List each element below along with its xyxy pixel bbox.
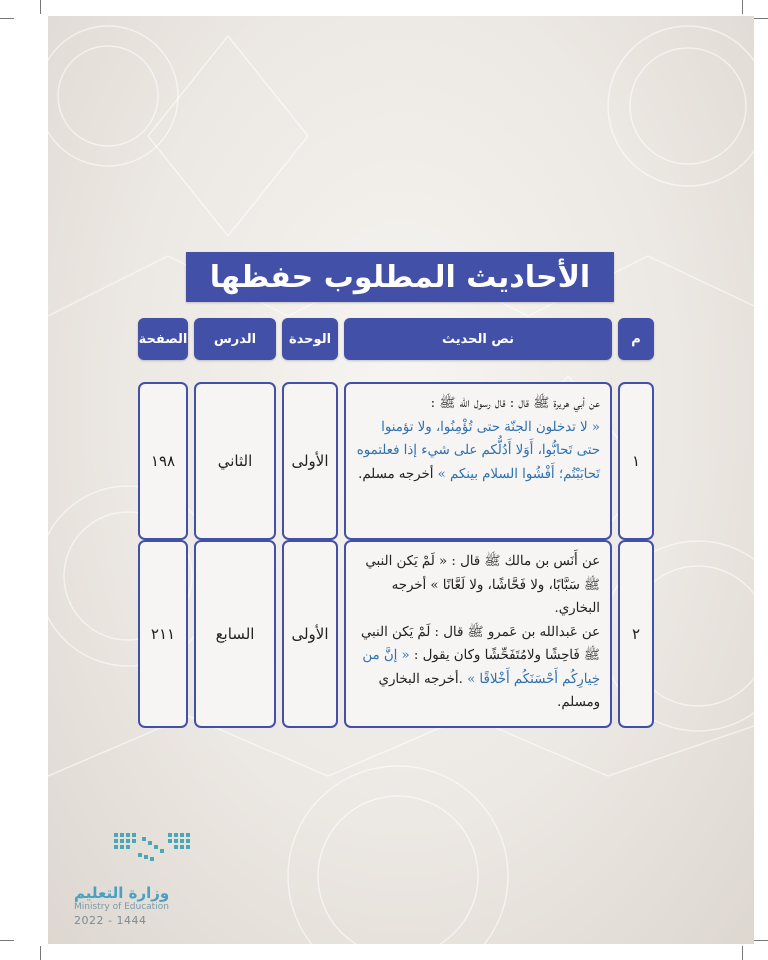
row1-outro: أخرجه مسلم. (358, 466, 434, 482)
row2-outro: .أخرجه البخاري ومسلم. (378, 671, 600, 710)
row2-hadith (344, 540, 612, 728)
header-page: الصفحة (138, 318, 188, 360)
row2-page: ٢١١ (138, 540, 188, 728)
row1-lesson: الثاني (194, 382, 276, 540)
edition-year: 2022 - 1444 (74, 914, 147, 927)
row2-unit: الأولى (282, 540, 338, 728)
ministry-logo-icon (114, 829, 204, 871)
row2-part2: عن عَبدالله بن عَمرو ﷺ قال : لَمْ يَكن النبي ﷺ فَاحِشًا ولامُتَفَحِّشًا وكان يقول : (360, 624, 600, 663)
row1-hadith (344, 382, 612, 540)
page (48, 16, 754, 944)
header-lesson: الدرس (194, 318, 276, 360)
row2-quote: « إنَّ من خِيارِكُم أَحْسَنَكُم أَخْلاقًا » (362, 648, 600, 687)
row1-intro: عن أبي هريرة ﷺ قال : قال رسول الله ﷺ : (430, 396, 600, 411)
row2-part1: عن أَنَس بن مالك ﷺ قال : « لَمْ يَكن النبي ﷺ سَبَّابًا، ولا فَحَّاشًا، ولا لَعَّانًا » أخرجه البخاري. (365, 554, 600, 616)
page-title: الأحاديث المطلوب حفظها (186, 252, 614, 302)
row1-page: ١٩٨ (138, 382, 188, 540)
header-hadith-text: نص الحديث (344, 318, 612, 360)
row1-quote: « لا تدخلون الجنّة حتى تُؤْمِنُوا، ولا تؤمنوا حتى تَحابُّوا، أَوَلا أَدُلُّكم على شيء إذا فعلتموه تَحابَبْتُم؛ أَفْشُوا السلام بينكم » (356, 419, 600, 482)
row2-num: ٢ (618, 540, 654, 728)
row2-lesson: السابع (194, 540, 276, 728)
row1-unit: الأولى (282, 382, 338, 540)
ministry-name-ar: وزارة التعليم (74, 884, 170, 902)
header-unit: الوحدة (282, 318, 338, 360)
row1-num: ١ (618, 382, 654, 540)
header-num: م (618, 318, 654, 360)
ministry-name-en: Ministry of Education (74, 902, 169, 912)
